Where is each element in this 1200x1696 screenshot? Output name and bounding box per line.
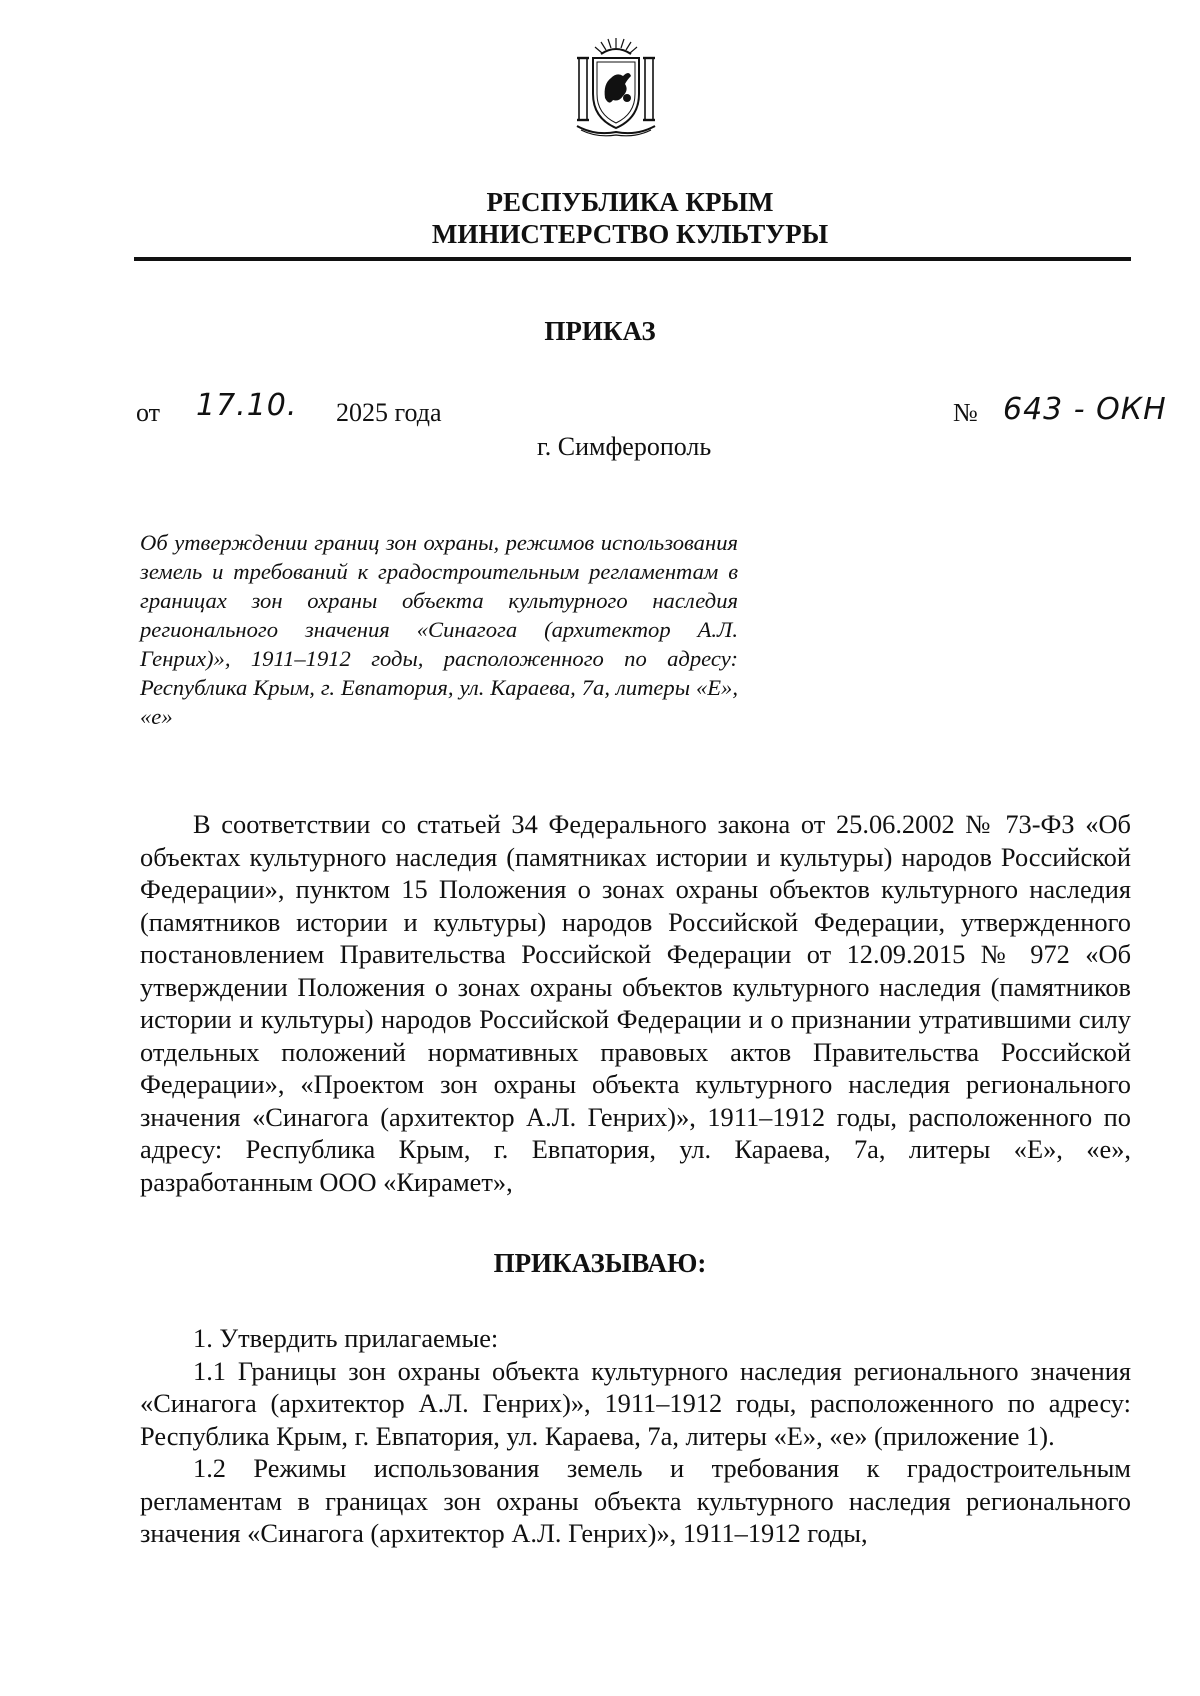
header-divider [134,257,1131,261]
preamble-text: В соответствии со статьей 34 Федерального закона от 25.06.2002 № 73-ФЗ «Об объектах культурного наследия (памятниках истории и культуры) народов Российской Федерации», пунктом 15 Положения о зонах охраны объектов культурного наследия (памятников истории и культуры) народов Российской Федерации, утвержденного постановлением Правительства Российской Федерации от 12.09.2015 № 972 «Об утверждении Положения о зонах охраны объектов культурного наследия (памятников истории и культуры) народов Российской Федерации и о признании утратившими силу отдельных положений нормативных правовых актов Правительства Российской Федерации», «Проектом зон охраны объекта культурного наследия регионального значения «Синагога (архитектор А.Л. Генрих)», 1911–1912 годы, расположенного по адресу: Республика Крым, г. Евпатория, ул. Караева, 7а, литеры «Е», «е», разработанным ООО «Кирамет», [140,809,1131,1197]
header-republic: РЕСПУБЛИКА КРЫМ [486,187,774,217]
order-item: 1.2 Режимы использования земель и требования к градостроительным регламентам в границах зон охраны объекта культурного наследия регионального значения «Синагога (архитектор А.Л. Генрих)», 1911–1912 годы, [140,1453,1131,1548]
order-item: 1.1 Границы зон охраны объекта культурного наследия регионального значения «Синагога (архитектор А.Л. Генрих)», 1911–1912 годы, расположенного по адресу: Республика Крым, г. Евпатория, ул. Караева, 7а, литеры «Е», «е» (приложение 1). [140,1355,1131,1451]
preamble [140,808,1131,1198]
decree-word: ПРИКАЗЫВАЮ: [493,1248,707,1278]
crimea-coat-of-arms-icon [573,36,659,138]
from-label: от [136,398,161,427]
handwritten-date: 17.10. [196,388,298,423]
order-items [140,1322,1131,1550]
order-item: 1. Утвердить прилагаемые: [193,1323,499,1353]
document-type: ПРИКАЗ [544,316,656,346]
number-label: № [953,398,978,427]
city: г. Симферополь [537,432,712,461]
order-subject: Об утверждении границ зон охраны, режимов использования земель и требований к градостроительным регламентам в границах зон охраны объекта культурного наследия регионального значения «Синагога (архитектор А.Л. Генрих)», 1911–1912 годы, расположенного по адресу: Республика Крым, г. Евпатория, ул. Караева, 7а, литеры «Е», «е» [140,530,738,729]
year-text: 2025 года [336,398,442,427]
handwritten-number: 643 - ОКН [1003,392,1167,427]
header-ministry: МИНИСТЕРСТВО КУЛЬТУРЫ [431,219,829,249]
